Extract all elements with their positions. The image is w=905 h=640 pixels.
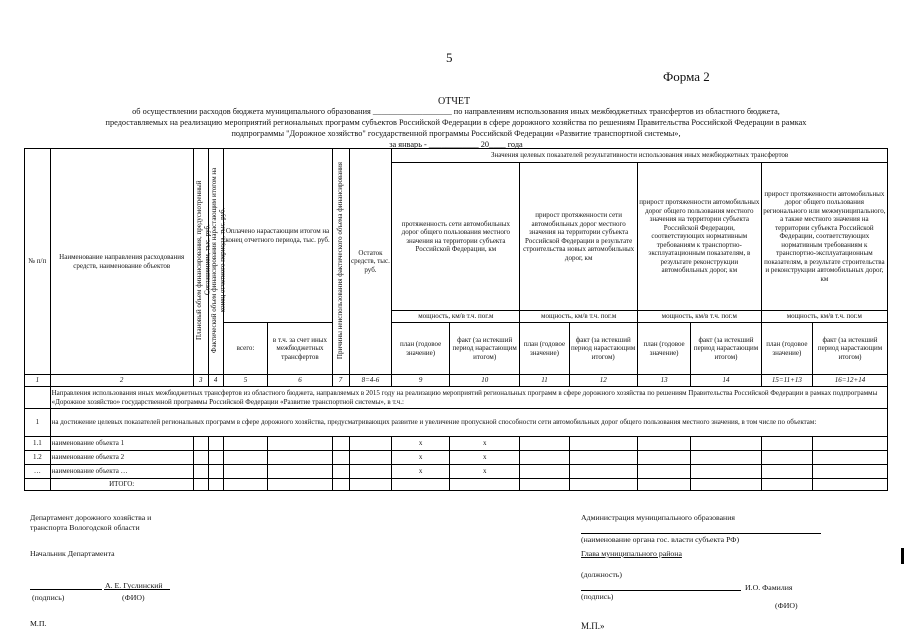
paid-incl-header: в т.ч. за счет иных межбюджетных трансфертов: [268, 323, 332, 375]
scan-edge-mark: [901, 548, 904, 564]
cell: [761, 451, 812, 465]
cell: [193, 479, 208, 491]
col-no-header: № п/п: [25, 149, 51, 375]
total-row: [25, 479, 888, 491]
cell: [268, 465, 332, 479]
right-stamp-place: М.П.»: [581, 621, 605, 631]
right-fio-caption: (ФИО): [775, 601, 798, 610]
col-planned-header: [193, 149, 212, 375]
plan-header-3: план (годовое значение): [637, 323, 690, 375]
row-name: наименование объекта …: [50, 465, 193, 479]
cell: [193, 451, 208, 465]
row1-text: на достижение целевых показателей региональных программ в сфере дорожного хозяйства, предусматривающих развитие и увеличение пропускной способности сети автомобильных дорог общего пользования местного значения, в том числе по объектам:: [50, 409, 887, 437]
col-number: 10: [449, 375, 519, 387]
col-actual-header: [208, 149, 227, 375]
capacity-1: мощность, км/в т.ч. пог.м: [392, 311, 520, 323]
right-org-line: [581, 533, 821, 534]
col-planned-text: Плановый объем финансирования, предусмотренный Соглашением, тыс. руб.: [194, 180, 212, 340]
col-reasons-header: [332, 149, 349, 375]
col-reasons-text: Причины неиспользования фактического объема финансирования: [336, 161, 345, 359]
row-name: наименование объекта 1: [50, 437, 193, 451]
right-position-caption: (должность): [581, 570, 622, 579]
cell: [223, 451, 268, 465]
table-row: [25, 451, 888, 465]
cell: [761, 465, 812, 479]
page-number: 5: [446, 50, 453, 65]
cell: [25, 479, 51, 491]
col-number: 4: [208, 375, 223, 387]
cell-x: x: [392, 451, 450, 465]
col-number: 3: [193, 375, 208, 387]
fact-header-4: факт (за истекший период нарастающим итогом): [812, 323, 887, 375]
direction-text: Направления использования иных межбюджетных трансфертов из областного бюджета, направляемых в 2015 году на реализацию мероприятий региональных программ в сфере дорожного хозяйства по решениям Правительства Российской Федерации в рамках подпрограммы «Дорожное хозяйство» государственной программы Российской Федерации «Развитие транспортной системы», в т.ч.:: [50, 387, 887, 409]
report-title: ОТЧЕТ: [438, 96, 471, 107]
cell: [349, 451, 392, 465]
report-subtitle-line-3: подпрограммы "Дорожное хозяйство" государственной программы Российской Федерации «Развитие транспортной системы»,: [231, 129, 681, 138]
report-subtitle-line-2: предоставляемых на реализацию мероприятий региональных программ субъектов Российской Федерации в сфере дорожного хозяйства по решениям Правительства Российской Федерации в рамках: [105, 118, 807, 127]
col-number: 5: [223, 375, 268, 387]
cell: [812, 479, 887, 491]
cell: [208, 451, 223, 465]
row-no: …: [25, 465, 51, 479]
cell-x: x: [392, 437, 450, 451]
cell: [449, 479, 519, 491]
capacity-3: мощность, км/в т.ч. пог.м: [637, 311, 761, 323]
cell: [223, 479, 268, 491]
paid-total-header: всего:: [223, 323, 268, 375]
cell: [637, 451, 690, 465]
indicator-3-header: прирост протяженности автомобильных дорог общего пользования местного значения на территории субъекта Российской Федерации, соответствующих нормативным требованиям к транспортно-эксплуатационным показателям, в результате реконструкции автомобильных дорог, км: [637, 163, 761, 311]
cell: [691, 479, 761, 491]
col-actual-text: Фактический объем финансирования нарастающим итогом на конец отчетного периода, тыс. руб.: [209, 167, 227, 353]
left-stamp-place: М.П.: [30, 619, 47, 628]
col-number: 11: [520, 375, 569, 387]
col-number: 2: [50, 375, 193, 387]
cell: [268, 437, 332, 451]
cell: [349, 465, 392, 479]
table-row: [25, 465, 888, 479]
cell: [208, 465, 223, 479]
row-name: наименование объекта 2: [50, 451, 193, 465]
cell: [637, 479, 690, 491]
row-no: 1.2: [25, 451, 51, 465]
cell: [569, 437, 637, 451]
report-period: за январь - ____________ 20____ года: [389, 140, 523, 149]
left-signature-line: [30, 589, 102, 590]
left-podpis-caption: (подпись): [32, 593, 65, 602]
cell-x: x: [449, 451, 519, 465]
fact-header-2: факт (за истекший период нарастающим итогом): [569, 323, 637, 375]
form-label: Форма 2: [663, 69, 710, 84]
cell: [332, 465, 349, 479]
col-number: 7: [332, 375, 349, 387]
indicator-2-header: прирост протяженности сети автомобильных дорог местного значения на территории субъекта Российской Федерации в результате строительства новых автомобильных дорог, км: [520, 163, 637, 311]
indicator-4-header: прирост протяженности автомобильных дорог общего пользования регионального или межмуниципального, а также местного значения на территории субъекта Российской Федерации, соответствующих нормативным требованиям к транспортно-эксплуатационным показателям, в результате строительства и реконструкции автомобильных дорог, км: [761, 163, 887, 311]
cell: [520, 479, 569, 491]
cell: [223, 465, 268, 479]
cell: [761, 479, 812, 491]
cell-x: x: [449, 465, 519, 479]
col-name-header: Наименование направления расходования средств, наименование объектов: [50, 149, 193, 375]
capacity-2: мощность, км/в т.ч. пог.м: [520, 311, 637, 323]
col-number: 14: [691, 375, 761, 387]
left-name-line: [104, 589, 170, 590]
right-signature-line: [581, 590, 741, 591]
fact-header-3: факт (за истекший период нарастающим итогом): [691, 323, 761, 375]
col-number: 13: [637, 375, 690, 387]
col-number: 1: [25, 375, 51, 387]
cell: [268, 451, 332, 465]
cell: [193, 465, 208, 479]
plan-header-4: план (годовое значение): [761, 323, 812, 375]
capacity-4: мощность, км/в т.ч. пог.м: [761, 311, 887, 323]
col-balance-header: Остаток средств, тыс. руб.: [349, 149, 392, 375]
left-fio-caption: (ФИО): [122, 593, 145, 602]
col-number: 8=4-6: [349, 375, 392, 387]
cell: [569, 479, 637, 491]
plan-header-1: план (годовое значение): [392, 323, 450, 375]
cell: [569, 451, 637, 465]
row1-no: 1: [25, 409, 51, 437]
plan-header-2: план (годовое значение): [520, 323, 569, 375]
cell: [691, 465, 761, 479]
cell: [691, 451, 761, 465]
col-number: 16=12+14: [812, 375, 887, 387]
cell-x: x: [392, 465, 450, 479]
col-number: 15=11+13: [761, 375, 812, 387]
cell: [691, 437, 761, 451]
right-org-caption: (наименование органа гос. власти субъекта РФ): [581, 535, 740, 544]
col-number: 6: [268, 375, 332, 387]
col-number: 12: [569, 375, 637, 387]
right-signer-name: И.О. Фамилия: [745, 583, 793, 592]
cell: [569, 465, 637, 479]
cell: [812, 437, 887, 451]
cell: [761, 437, 812, 451]
cell: [332, 451, 349, 465]
cell: [392, 479, 450, 491]
cell: [223, 437, 268, 451]
col-indicators-header: Значения целевых показателей результативности использования иных межбюджетных трансфертов: [392, 149, 888, 163]
report-table: [24, 148, 888, 491]
total-label: ИТОГО:: [50, 479, 193, 491]
left-org-line-1: Департамент дорожного хозяйства и: [30, 513, 152, 522]
report-subtitle-line-1: об осуществлении расходов бюджета муниципального образования ___________________ по направлениям использования иных межбюджетных трансфертов из областного бюджета,: [132, 107, 780, 116]
cell: [332, 479, 349, 491]
row-no: 1.1: [25, 437, 51, 451]
cell: [520, 465, 569, 479]
cell: [208, 479, 223, 491]
cell: [637, 465, 690, 479]
cell: [332, 437, 349, 451]
cell: [520, 451, 569, 465]
cell: [812, 451, 887, 465]
right-podpis-caption: (подпись): [581, 592, 614, 601]
cell: [520, 437, 569, 451]
col-paid-header: Оплачено нарастающим итогом на конец отчетного периода, тыс. руб.: [223, 149, 332, 323]
table-row: [25, 437, 888, 451]
cell: [193, 437, 208, 451]
fact-header-1: факт (за истекший период нарастающим итогом): [449, 323, 519, 375]
left-signer-name: А. Е. Гуслинский: [105, 581, 163, 590]
cell: [349, 479, 392, 491]
cell: [268, 479, 332, 491]
left-org-line-2: транспорта Вологодской области: [30, 523, 140, 532]
left-head-title: Начальник Департамента: [30, 549, 115, 558]
cell: [349, 437, 392, 451]
cell: [812, 465, 887, 479]
cell: [208, 437, 223, 451]
right-head-title: Глава муниципального района: [581, 549, 682, 558]
right-org: Администрация муниципального образования: [581, 513, 735, 522]
direction-no-cell: [25, 387, 51, 409]
cell: [637, 437, 690, 451]
cell-x: x: [449, 437, 519, 451]
col-number: 9: [392, 375, 450, 387]
indicator-1-header: протяженность сети автомобильных дорог общего пользования местного значения на территории субъекта Российской Федерации, км: [392, 163, 520, 311]
